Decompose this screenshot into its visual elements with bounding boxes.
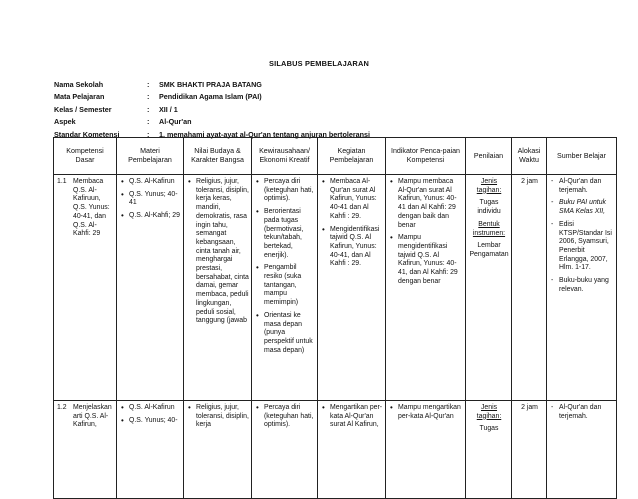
meta-label: Nama Sekolah [54,80,104,89]
cell-kewirausahaan [252,175,318,401]
column-header: Nilai Budaya & Karakter Bangsa [184,138,252,175]
meta-row-school [54,79,614,91]
kd-number: 1.1 [57,178,67,185]
column-header: Alokasi Waktu [512,138,547,175]
list-item: - Al-Qur'an dan terjemah. [550,404,614,421]
syllabus-table [53,137,617,499]
cell-nilai [184,401,252,499]
list-item: • Mampu membaca Al-Qur'an surat Al Kafirun, Yunus: 40-41 dan Al Kahfi: 29 dengan baik dan benar [389,178,463,230]
list-item: - Buku PAI untuk SMA Kelas XII, [550,199,614,216]
kd-text: Membaca Q.S. Al-Kafiruun, Q.S. Yunus: 40-41, dan Q.S. Al-Kahfi: 29 [73,178,110,238]
syllabus-meta [54,79,614,141]
cell-kewirausahaan [252,401,318,499]
column-header: Penilaian [466,138,512,175]
column-header: Kewirausahaan/ Ekonomi Kreatif [252,138,318,175]
meta-colon: : [147,80,150,89]
meta-colon: : [147,104,150,114]
list-item: • Q.S. Al-Kahfi; 29 [120,212,181,221]
kd-text: Menjelaskan arti Q.S. Al-Kafirun, [73,404,112,429]
meta-value: Al-Qur'an [159,117,192,127]
meta-row-aspect [54,116,614,128]
cell-sumber [547,401,617,499]
kd-number: 1.2 [57,404,67,411]
meta-colon: : [147,92,150,102]
time-allocation: 2 jam [521,404,538,411]
list-item: • Percaya diri (keteguhan hati, optimis). [255,404,315,430]
meta-value: SMK BHAKTI PRAJA BATANG [159,80,262,89]
cell-alokasi [512,401,547,499]
assessment-instrument-value: Lembar Pengamatan [469,242,509,258]
meta-row-subject [54,91,614,103]
column-header: Kompetensi Dasar [54,138,117,175]
meta-colon: : [147,129,150,139]
list-item: • Q.S. Yunus; 40- [120,417,181,426]
column-header: Materi Pembelajaran [117,138,184,175]
cell-penilaian [466,175,512,401]
cell-sumber [547,175,617,401]
meta-label: Aspek [54,117,76,127]
page-title: SILABUS PEMBELAJARAN [268,59,370,68]
meta-value: 1. memahami ayat-ayat al-Qur'an tentang anjuran bertoleransi [159,129,371,139]
meta-colon: : [147,117,150,127]
assessment-type-value: Tugas individu [477,199,501,216]
list-item: • Q.S. Al-Kafirun [120,178,181,187]
cell-materi [117,175,184,401]
list-item: • Religius, jujur, toleransi, disiplin, kerja [187,404,249,430]
meta-label: Kelas / Semester [54,104,112,114]
cell-penilaian [466,401,512,499]
column-header: Kegiatan Pembelajaran [318,138,386,175]
meta-value: Pendidikan Agama Islam (PAI) [159,92,262,102]
time-allocation: 2 jam [521,178,538,185]
column-header: Indikator Penca-paian Kompetensi [386,138,466,175]
meta-label: Standar Kometensi [54,129,120,139]
list-item: • Q.S. Yunus; 40-41 [120,191,181,208]
list-item: - Edisi KTSP/Standar Isi 2006, Syamsuri, Penerbit Erlangga, 2007, Hlm. 1-17. [550,221,614,273]
assessment-instrument-label: Bentuk instrumen: [472,220,506,237]
list-item: • Mengidentifikasi tajwid Q.S. Al Kafirun, Yunus: 40-41, dan Al Kahfi : 29. [321,226,383,270]
cell-kompetensi [54,175,117,401]
list-item: • Mampu mengartikan per-kata Al-Qur'an [389,404,463,421]
meta-row-class [54,104,614,116]
meta-label: Mata Pelajaran [54,92,105,102]
list-item: • Mampu mengidentifikasi tajwid Q.S. Al Kafirun, Yunus: 40-41, dan Al Kahfi: 29 dengan benar [389,234,463,286]
cell-alokasi [512,175,547,401]
cell-kegiatan [318,175,386,401]
cell-kegiatan [318,401,386,499]
assessment-type-label: Jenis tagihan: [476,404,502,420]
list-item: • Religius, jujur, toleransi, disiplin, kerja keras, mandiri, demokratis, rasa ingin tahu, semangat kebangsaan, cinta tanah air, menghargai prestasi, bersahabat, cinta damai, gemar membaca, peduli lingkungan, peduli sosial, tanggung (jawab [187,178,249,326]
list-item: • Berorientasi pada tugas (bermotivasi, tekun/tabah, bertekad, enerjik). [255,208,315,260]
list-item: • Orientasi ke masa depan (punya perspektif untuk masa depan) [255,312,315,356]
assessment-type-label: Jenis tagihan: [476,178,502,194]
assessment-type-value: Tugas [479,425,499,433]
cell-indikator [386,401,466,499]
table-row [54,175,617,401]
cell-indikator [386,175,466,401]
list-item: • Pengambil resiko (suka tantangan, mampu memimpin) [255,264,315,308]
cell-kompetensi [54,401,117,499]
column-header: Sumber Belajar [547,138,617,175]
list-item: • Percaya diri (keteguhan hati, optimis). [255,178,315,204]
list-item: - Buku-buku yang relevan. [550,277,614,294]
list-item: • Membaca Al-Qur'an surat Al Kafirun, Yunus: 40-41 dan Al Kahfi : 29. [321,178,383,222]
list-item: - Al-Qur'an dan terjemah. [550,178,614,195]
list-item: • Mengartikan per-kata Al-Qur'an surat Al Kafirun, [321,404,383,430]
table-header-row [54,138,617,175]
list-item: • Q.S. Al-Kafirun [120,404,181,413]
meta-value: XII / 1 [159,104,178,114]
table-row [54,401,617,499]
cell-nilai [184,175,252,401]
cell-materi [117,401,184,499]
